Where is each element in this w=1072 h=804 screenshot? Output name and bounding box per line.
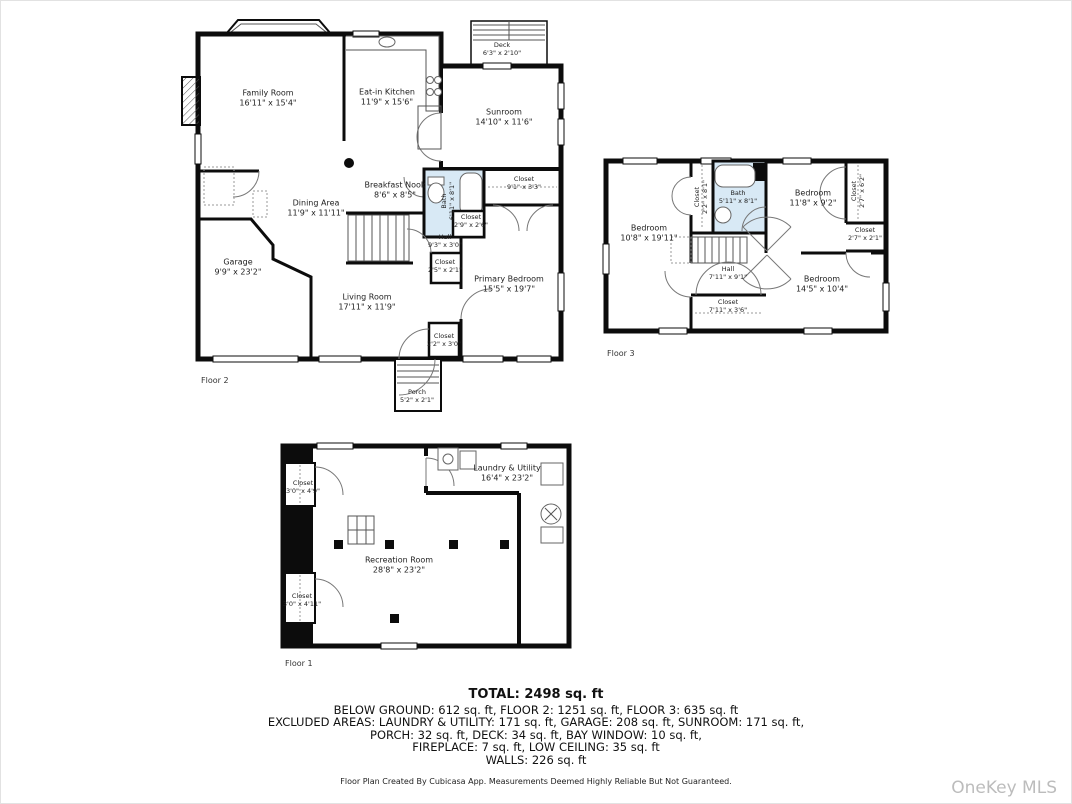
floor1-recreation-room-label: Recreation Room 28'8" x 23'2"	[364, 555, 434, 574]
floor2-hall-label: Hall 9'3" x 3'0"	[427, 233, 463, 249]
floor3-plan	[603, 158, 889, 334]
window	[517, 356, 551, 362]
floor2-living-room-label: Living Room 17'11" x 11'9"	[338, 292, 396, 311]
window	[883, 283, 889, 311]
area-summary	[1, 689, 1071, 767]
window	[558, 83, 564, 109]
summary-line1: BELOW GROUND: 612 sq. ft, FLOOR 2: 1251 sq. ft, FLOOR 3: 635 sq. ft	[333, 702, 739, 717]
summary-line5: WALLS: 226 sq. ft	[485, 752, 587, 767]
floor2-deck-label: Deck 6'3" x 2'10"	[482, 41, 522, 57]
floor3-bedroom-bottom-right-label: Bedroom 14'5" x 10'4"	[795, 274, 849, 293]
window	[603, 244, 609, 274]
post	[500, 540, 509, 549]
floor1-laundry-label: Laundry & Utility 16'4" x 23'2"	[473, 463, 541, 482]
window	[195, 134, 201, 164]
post	[385, 540, 394, 549]
floor2-bath-label: Bath 6'11" x 8'1"	[440, 181, 456, 221]
window	[783, 158, 811, 164]
floor2-closet-bath-label: Closet 2'9" x 2'6"	[453, 213, 489, 229]
porch-structure	[395, 359, 441, 411]
floor2-garage-label: Garage 9'9" x 23'2"	[214, 257, 262, 276]
window	[317, 443, 353, 449]
floor2-plan	[182, 20, 564, 411]
floor3-bath-label: Bath 5'11" x 8'1"	[718, 189, 758, 205]
summary-line4: FIREPLACE: 7 sq. ft, LOW CEILING: 35 sq. ft	[412, 740, 660, 755]
floor3-bedroom-top-right-label: Bedroom 11'8" x 9'2"	[789, 188, 837, 207]
deck-structure	[471, 21, 547, 66]
floor3-tag: Floor 3	[607, 349, 635, 358]
floor2-dining-area-label: Dining Area 11'9" x 11'11"	[287, 198, 345, 217]
window	[558, 273, 564, 311]
floor2-porch-label: Porch 5'2" x 2'1"	[399, 388, 435, 404]
floor3-closet-left-label: Closet 2'2" x 8'1"	[693, 179, 709, 215]
disclaimer-note: Floor Plan Created By Cubicasa App. Measurements Deemed Highly Reliable But Not Guaranteed.	[340, 777, 732, 786]
post	[390, 614, 399, 623]
floor2-kitchen-label: Eat-in Kitchen 11'9" x 15'6"	[359, 87, 415, 106]
floor2-closet-bottom-label: Closet 2'2" x 3'0"	[426, 332, 462, 348]
window	[623, 158, 657, 164]
floor3-hall-label: Hall 7'11" x 9'1"	[708, 265, 748, 281]
wall-fill	[283, 621, 313, 646]
post	[334, 540, 343, 549]
window	[381, 643, 417, 649]
floor1-closet-top-label: Closet 3'0" x 4'9"	[285, 479, 321, 495]
floor2-closet-hall-box	[431, 253, 461, 283]
window	[501, 443, 527, 449]
garage-door	[213, 356, 298, 362]
floor3-bath	[713, 161, 767, 233]
floor3-closet-right-small-label: Closet 2'7" x 2'1"	[847, 226, 883, 242]
column	[344, 158, 354, 168]
floor2-tag: Floor 2	[201, 376, 229, 385]
floor2-closet-hall-label: Closet 2'5" x 2'1"	[427, 258, 463, 274]
summary-total: TOTAL: 2498 sq. ft	[468, 687, 604, 702]
window	[659, 328, 687, 334]
floor2-sunroom-label: Sunroom 14'10" x 11'6"	[475, 107, 533, 126]
post	[449, 540, 458, 549]
wall-fill	[283, 504, 313, 574]
floor3-bedroom-left-label: Bedroom 10'8" x 19'11"	[620, 223, 678, 242]
floor1-closet-bottom-label: Closet 3'0" x 4'11"	[282, 592, 322, 608]
summary-line2: EXCLUDED AREAS: LAUNDRY & UTILITY: 171 sq. ft, GARAGE: 208 sq. ft, SUNROOM: 171 sq. ft,	[267, 715, 805, 730]
floor2-closet-top-label: Closet 9'1" x 3'3"	[506, 175, 542, 191]
floor3-closet-hall-label: Closet 7'11" x 3'6"	[708, 298, 748, 314]
floor1-tag: Floor 1	[285, 659, 313, 668]
floor2-closet-bath-box	[453, 211, 484, 237]
floor-plan-drawing	[1, 1, 1072, 804]
summary-line3: PORCH: 32 sq. ft, DECK: 34 sq. ft, BAY WINDOW: 10 sq. ft,	[370, 727, 702, 742]
floor2-breakfast-nook-label: Breakfast Nook 8'6" x 8'5"	[364, 180, 426, 199]
window	[463, 356, 503, 362]
floor3-closet-right-tall-label: Closet 2'7" x 6'2"	[850, 173, 866, 209]
window	[319, 356, 361, 362]
floor2-outline	[198, 34, 561, 359]
floor2-primary-bedroom-label: Primary Bedroom 15'5" x 19'7"	[474, 274, 544, 293]
floor2-closet-bottom-box	[426, 323, 462, 357]
watermark: OneKey MLS	[951, 778, 1057, 798]
window	[558, 119, 564, 145]
fireplace	[182, 77, 200, 125]
floor1-plan	[283, 443, 569, 649]
window	[483, 63, 511, 69]
window	[804, 328, 832, 334]
floor2-family-room-label: Family Room 16'11" x 15'4"	[239, 88, 297, 107]
